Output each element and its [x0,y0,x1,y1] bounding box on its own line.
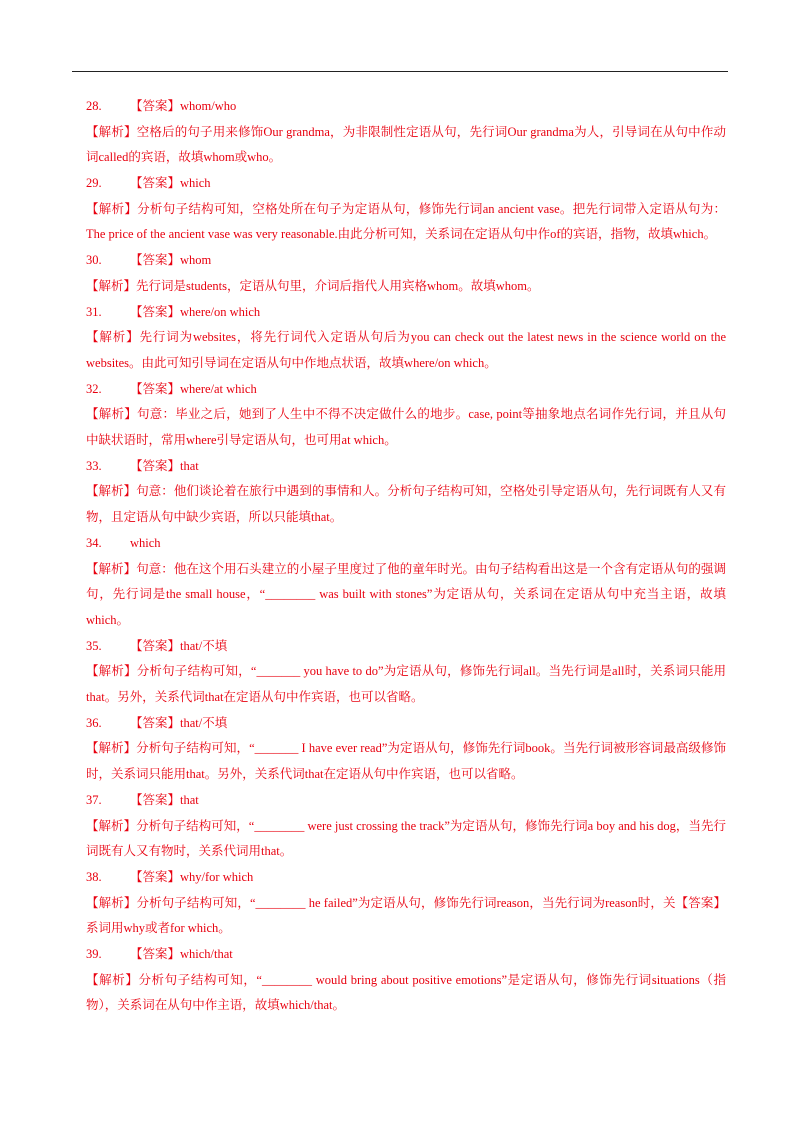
question-number: 35. [86,638,102,653]
answer-line [86,300,726,326]
answer-line [86,171,726,197]
question-number: 28. [86,99,102,113]
answer-entry-32 [86,377,726,454]
explanation-text: 【解析】先行词为websites，将先行词代入定语从句后为you can check out the latest news in the science world on the websites。由此可知引导词在定语从句中作地点状语，故填where/on which。 [86,330,726,370]
answer-text: which [130,535,161,550]
answer-text: 【答案】that [130,792,199,807]
question-number: 37. [86,792,102,807]
answer-line [86,788,726,814]
answer-line [86,377,726,403]
question-number: 33. [86,458,102,473]
answer-line [86,865,726,891]
explanation-text: 【解析】句意：他们谈论着在旅行中遇到的事情和人。分析句子结构可知，空格处引导定语从句，先行词既有人又有物，且定语从句中缺少宾语，所以只能填that。 [86,484,726,525]
answer-entry-34 [86,531,726,634]
explanation-text: 【解析】分析句子结构可知，“_______ you have to do”为定语从句，修饰先行词all。当先行词是all时，关系词只能用that。另外，关系代词that在定语从句中作宾语，也可以省略。 [86,664,726,705]
explanation-text: 【解析】先行词是students，定语从句里，介词后指代人用宾格whom。故填whom。 [86,278,540,293]
answer-entry-35 [86,634,726,711]
answer-entry-38 [86,865,726,942]
answer-line [86,454,726,480]
question-number: 34. [86,535,102,550]
explanation-text: 【解析】句意：毕业之后，她到了人生中不得不决定做什么的地步。case, point等抽象地点名词作先行词，并且从句中缺状语时，常用where引导定语从句，也可用at which。 [86,407,726,448]
answer-list [86,94,726,1019]
question-number: 31. [86,304,102,319]
explanation-text: 【解析】分析句子结构可知，“________ were just crossing the track”为定语从句，修饰先行词a boy and his dog，当先行词既有人又有物时，关系代词用that。 [86,818,726,859]
answer-line [86,634,726,660]
question-number: 30. [86,253,102,268]
answer-line [86,531,726,557]
question-number: 39. [86,947,102,962]
answer-entry-31 [86,300,726,377]
explanation-text: 【解析】分析句子结构可知，“________ would bring about positive emotions”是定语从句，修饰先行词situations（指物），关系词在从句中作主语，故填which/that。 [86,972,726,1013]
answer-entry-39 [86,942,726,1019]
answer-text: 【答案】which/that [130,947,233,962]
explanation-text: 【解析】句意：他在这个用石头建立的小屋子里度过了他的童年时光。由句子结构看出这是一个含有定语从句的强调句，先行词是the small house，“________ was built with stones”为定语从句，关系词在定语从句中充当主语，故填which。 [86,561,726,627]
explanation-text: 【解析】空格后的句子用来修饰Our grandma，为非限制性定语从句，先行词Our grandma为人，引导词在从句中作动词called的宾语，故填whom或who。 [86,124,726,165]
question-number: 32. [86,381,102,396]
header-rule [72,71,728,72]
answer-line [86,248,726,274]
answer-entry-28 [86,94,726,171]
answer-entry-30 [86,248,726,299]
answer-entry-36 [86,711,726,788]
answer-text: 【答案】where/on which [130,304,261,319]
answer-line [86,94,726,120]
answer-entry-37 [86,788,726,865]
answer-entry-29 [86,171,726,248]
answer-text: 【答案】that/不填 [130,715,228,730]
answer-text: 【答案】which [130,176,211,191]
answer-text: 【答案】whom/who [130,99,237,113]
explanation-text: 【解析】分析句子结构可知，空格处所在句子为定语从句，修饰先行词an ancient vase。把先行词带入定语从句为：The price of the ancient vase was very reasonable.由此分析可知，关系词在定语从句中作of的宾语，指物，故填which。 [86,201,726,242]
explanation-text: 【解析】分析句子结构可知，“________ he failed”为定语从句，修饰先行词reason，当先行词为reason时，关【答案】系词用why或者for which。 [86,895,726,936]
answer-line [86,711,726,737]
answer-text: 【答案】that/不填 [130,638,228,653]
answer-text: 【答案】why/for which [130,869,254,884]
answer-text: 【答案】where/at which [130,381,257,396]
answer-entry-33 [86,454,726,531]
question-number: 36. [86,715,102,730]
explanation-text: 【解析】分析句子结构可知，“_______ I have ever read”为定语从句，修饰先行词book。当先行词被形容词最高级修饰时，关系词只能用that。另外，关系代词that在定语从句中作宾语，也可以省略。 [86,741,726,782]
answer-text: 【答案】whom [130,253,212,268]
question-number: 29. [86,176,102,191]
question-number: 38. [86,869,102,884]
answer-line [86,942,726,968]
answer-text: 【答案】that [130,458,199,473]
